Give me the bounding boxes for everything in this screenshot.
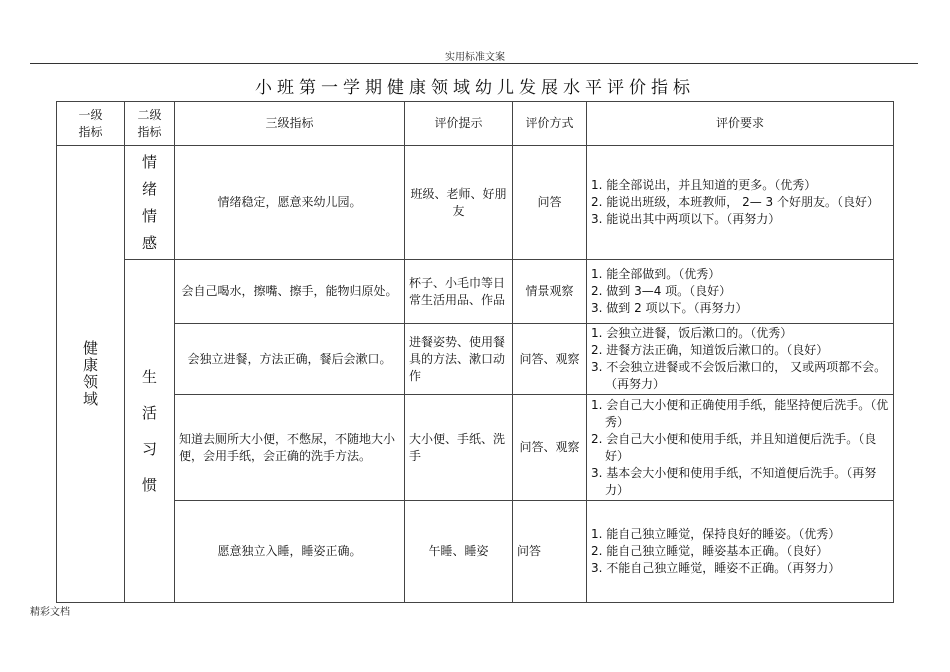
requirement-line: 3. 不会独立进餐或不会饭后漱口的， 又或两项都不会。（再努力） (591, 360, 887, 391)
requirement-line: 3. 基本会大小便和使用手纸，不知道便后洗手。（再努力） (591, 465, 877, 497)
header-requirement: 评价要求 (587, 102, 894, 146)
method-cell: 问答 (513, 501, 587, 603)
requirement-line: 3. 不能自己独立睡觉，睡姿不正确。（再努力） (591, 561, 841, 575)
page-title: 小班第一学期健康领域幼儿发展水平评价指标 (255, 78, 695, 98)
requirement-line: 1. 能全部说出，并且知道的更多。（优秀） (591, 178, 817, 192)
header-method: 评价方式 (513, 102, 587, 146)
method-cell: 问答、观察 (513, 324, 587, 395)
method-cell: 问答、观察 (513, 395, 587, 501)
method-cell: 问答 (513, 146, 587, 260)
indicator-cell: 会自己喝水，擦嘴、擦手，能物归原处。 (175, 260, 405, 324)
requirement-cell (587, 324, 894, 395)
hint-cell: 班级、老师、好朋友 (405, 146, 513, 260)
header-level1: 一级 指标 (57, 102, 125, 146)
table-row (57, 146, 894, 260)
requirement-cell (587, 260, 894, 324)
header-level2: 二级 指标 (125, 102, 175, 146)
requirement-line: 1. 能自己独立睡觉，保持良好的睡姿。（优秀） (591, 527, 841, 541)
table-row (57, 395, 894, 501)
header-rule (30, 63, 918, 64)
requirement-line: 2. 能自己独立睡觉，睡姿基本正确。（良好） (591, 544, 829, 558)
requirement-line: 2. 会自己大小便和使用手纸，并且知道便后洗手。（良好） (591, 431, 877, 463)
indicator-cell: 知道去厕所大小便，不憋尿，不随地大小便，会用手纸，会正确的洗手方法。 (175, 395, 405, 501)
method-cell: 情景观察 (513, 260, 587, 324)
indicator-cell: 愿意独立入睡，睡姿正确。 (175, 501, 405, 603)
hint-cell: 午睡、睡姿 (405, 501, 513, 603)
requirement-line: 2. 进餐方法正确，知道饭后漱口的。（良好） (591, 343, 829, 357)
header-hint: 评价提示 (405, 102, 513, 146)
requirement-line: 1. 会自己大小便和正确使用手纸，能坚持便后洗手。（优秀） (591, 397, 889, 429)
evaluation-table (56, 101, 894, 603)
group-label-emotion: 情 绪 情 感 (125, 146, 175, 260)
table-row (57, 501, 894, 603)
table-header-row (57, 102, 894, 146)
requirement-line: 1. 能全部做到。（优秀） (591, 267, 721, 281)
indicator-cell: 会独立进餐，方法正确，餐后会漱口。 (175, 324, 405, 395)
requirement-line: 2. 能说出班级，本班教师， 2— 3 个好朋友。（良好） (591, 195, 879, 209)
requirement-line: 3. 能说出其中两项以下。（再努力） (591, 212, 781, 226)
header-note: 实用标准文案 (445, 52, 505, 63)
indicator-cell: 情绪稳定，愿意来幼儿园。 (175, 146, 405, 260)
requirement-line: 1. 会独立进餐，饭后漱口的。（优秀） (591, 326, 793, 340)
hint-cell: 进餐姿势、使用餐具的方法、漱口动作 (405, 324, 513, 395)
table-row (57, 324, 894, 395)
footer-note: 精彩文档 (30, 607, 70, 618)
domain-label: 健 康 领 域 (57, 146, 125, 603)
requirement-cell (587, 395, 894, 501)
header-level3: 三级指标 (175, 102, 405, 146)
hint-cell: 大小便、手纸、洗手 (405, 395, 513, 501)
requirement-line: 2. 做到 3—4 项。（良好） (591, 284, 732, 298)
requirement-cell (587, 146, 894, 260)
hint-cell: 杯子、小毛巾等日常生活用品、作品 (405, 260, 513, 324)
requirement-line: 3. 做到 2 项以下。（再努力） (591, 301, 748, 315)
group-label-habits: 生 活 习 惯 (125, 260, 175, 603)
requirement-cell (587, 501, 894, 603)
table-row (57, 260, 894, 324)
